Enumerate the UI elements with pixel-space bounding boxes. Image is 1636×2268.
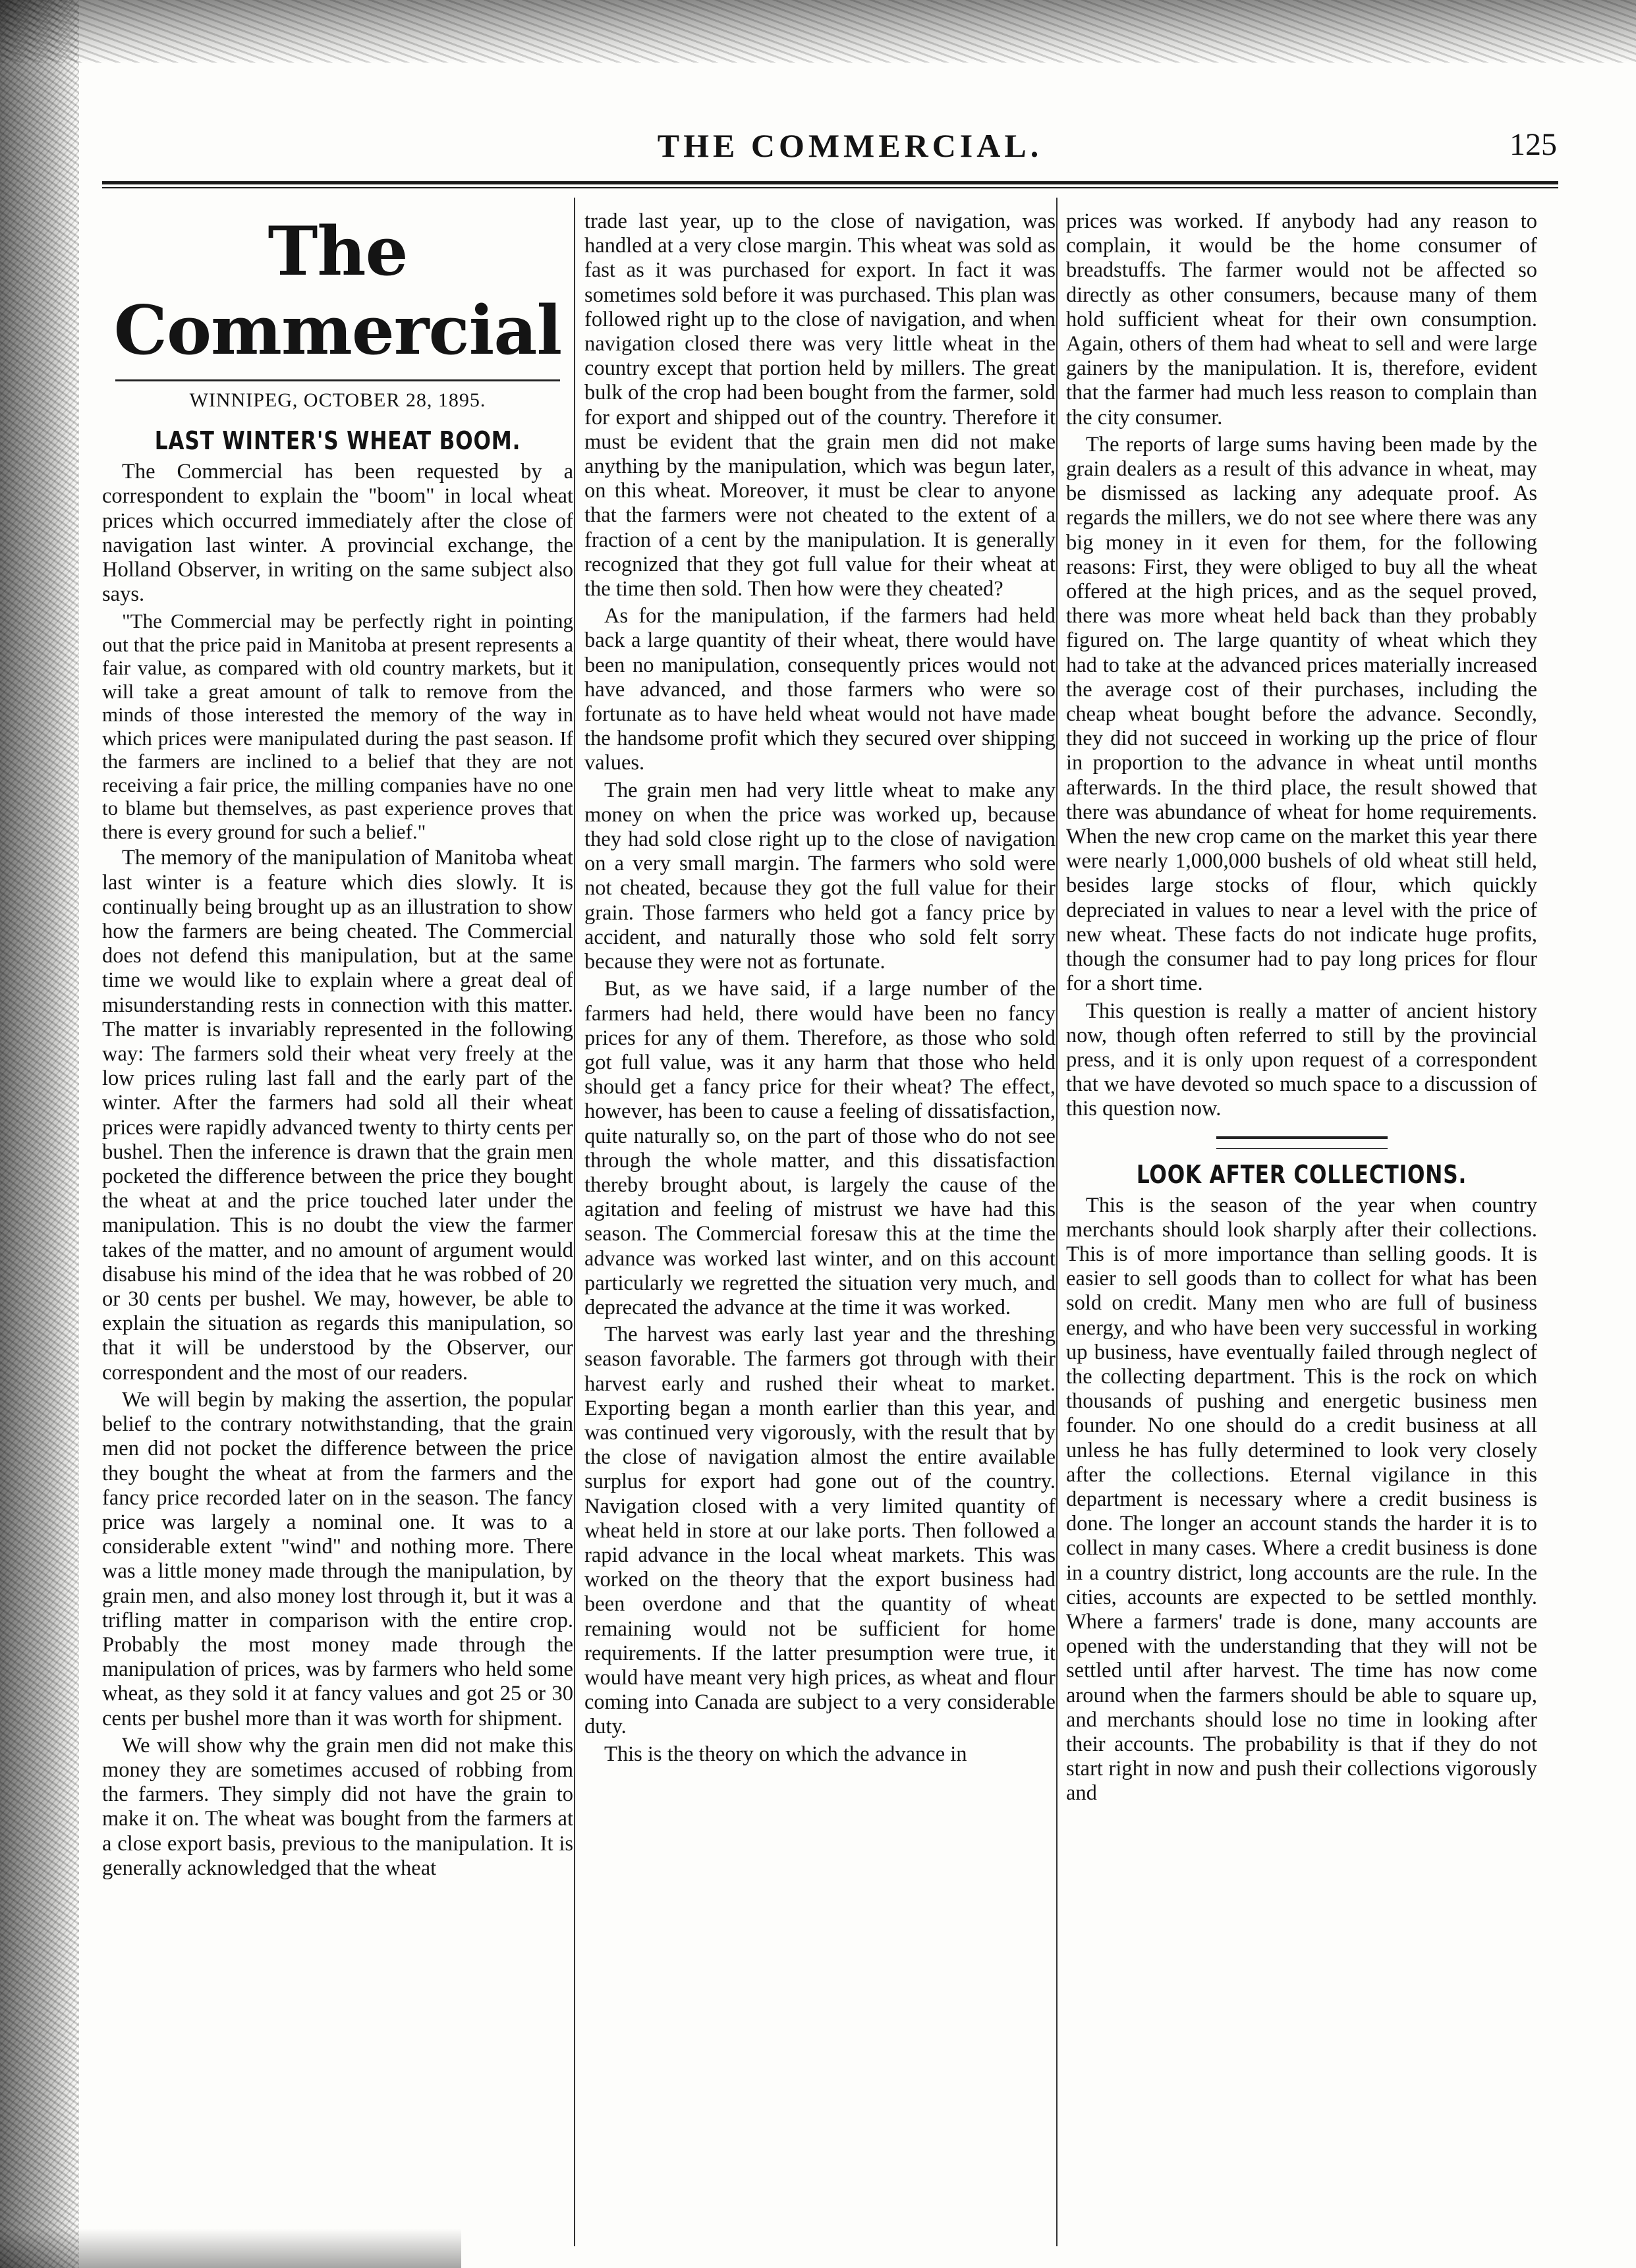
scan-edge-bottom [0,2228,461,2268]
article-paragraph: This is the season of the year when country merchants should look sharply after their collections. This is of more importance than selling goods. It is easier to sell goods than to collect for what has been sold on credit. Many men who are full of business energy, and who have been very successful in working up business, have eventually failed through neglect of the collecting department. This is the rock on which thousands of pushing and energetic business men founder. No one should do a credit business at all unless he has fully determined to look very closely after the collections. Eternal vigilance in this department is necessary where a credit business is done. The longer an account stands the harder it is to collect in many cases. Where a credit business is done in a country district, long accounts are the rule. In the cities, accounts are expected to be settled monthly. Where a farmers' trade is done, many accounts are opened with the understanding that they will not be settled until after harvest. The time has now come around when the farmers should be able to square up, and merchants should lose no time in looking after their accounts. The probability is that if they do not start right in now and push their collections vigorously and [1066,1193,1537,1806]
article-headline: LAST WINTER'S WHEAT BOOM. [154,426,521,456]
article-paragraph: prices was worked. If anybody had any reason to complain, it would be the home consumer of breadstuffs. The farmer would not be affected so directly as other consumers, because many of them hold sufficient wheat for their own consumption. Again, others of them had wheat to sell and were large gainers by the manipulation. It is, therefore, evident that the farmer had much less reason to complain than the city consumer. [1066,209,1537,429]
article-paragraph: trade last year, up to the close of navigation, was handled at a very close margin. This wheat was sold as fast as it was purchased for export. In fact it was sometimes sold before it was purchased. This plan was followed right up to the close of navigation, and when navigation closed there was very little wheat in the country except that portion held by millers. The great bulk of the crop had been bought from the farmer, sold for export and shipped out of the country. Therefore it must be evident that the grain men did not make anything by the manipulation, which was begun later, on this wheat. Moreover, it must be clear to anyone that the farmers were not cheated to the extent of a fraction of a cent by the manipulation. It is generally recognized that they got full value for their wheat at the time then sold. Then how were they cheated? [584,209,1056,601]
article-quote: "The Commercial may be perfectly right in pointing out that the price paid in Manitoba at present represents a fair value, as compared with old country markets, but it will take a great amount of talk to remove from the minds of those interested the memory of the way in which prices were manipulated during the past season. If the farmers are inclined to a belief that they are not receiving a fair price, the milling companies have no one to blame but themselves, as past experience proves that there is every ground for such a belief." [102,609,573,843]
scan-edge-top [0,0,1636,63]
column-2 [584,209,1056,1769]
page-number: 125 [1509,127,1557,162]
article-paragraph: The memory of the manipulation of Manitoba wheat last winter is a feature which dies slowly. It is continually being brought up as an illustration to show how the farmers are being cheated. The Commercial does not defend this manipulation, but at the same time we would like to explain where a great deal of misunderstanding rests in connection with this matter. The matter is invariably represented in the following way: The farmers sold their wheat very freely at the low prices ruling last fall and the early part of the winter. After the farmers had sold all their wheat prices were rapidly advanced twenty to thirty cents per bushel. Then the inference is drawn that the grain men pocketed the difference between the price they bought the wheat at and the price touched later under the manipulation. This is no doubt the view the farmer takes of the matter, and no amount of argument would disabuse his mind of the idea that he was robbed of 20 or 30 cents per bushel. We may, however, be able to explain the situation as regards this manipulation, so that it will be understood by the Observer, our correspondent and the most of our readers. [102,846,573,1385]
dateline: WINNIPEG, OCTOBER 28, 1895. [189,389,486,411]
article-paragraph: We will begin by making the assertion, the popular belief to the contrary notwithstanding, that the grain men did not pocket the difference between the price they bought the wheat at from the farmers and the fancy price recorded later on in the season. The fancy price was largely a nominal one. It was to a considerable extent "wind" and nothing more. There was a little money made through the manipulation, by grain men, and also money lost through it, but it was a trifling matter in comparison with the entire crop. Probably the most money made through the manipulation of prices, was by farmers who held some wheat, as they sold it at fancy values and got 25 or 30 cents per bushel more than it was worth for shipment. [102,1387,573,1730]
article-paragraph: As for the manipulation, if the farmers had held back a large quantity of their wheat, there would have been no manipulation, consequently prices would not have advanced, and those farmers who were so fortunate as to have held wheat would not have made the handsome profit which they secured over shipping values. [584,604,1056,775]
column-3 [1066,209,1537,1809]
masthead-rule [115,379,560,381]
section-divider [1216,1136,1388,1139]
article-paragraph: This question is really a matter of ancient history now, though often referred to still by the provincial press, and it is only upon request of a correspondent that we have devoted so much space to a discussion of this question now. [1066,999,1537,1121]
header-rule [102,181,1558,184]
column-1 [102,209,573,1883]
article-paragraph: The harvest was early last year and the threshing season favorable. The farmers got through with their harvest early and rushed their wheat to market. Exporting began a month earlier than this year, and was continued very vigorously, with the result that by the close of navigation almost the entire available surplus for export had gone out of the country. Navigation closed with a very limited quantity of wheat held in store at our lake ports. Then followed a rapid advance in the local wheat markets. This was worked on the theory that the export business had been overdone and that the quantity of wheat remaining would not be sufficient for home requirements. If the latter presumption were true, it would have meant very high prices, as wheat and flour coming into Canada are subject to a very considerable duty. [584,1323,1056,1739]
column-rule [1056,198,1058,2246]
header-rule-thin [102,187,1558,188]
scan-edge-left [0,0,79,2268]
running-head: THE COMMERCIAL. [657,127,1043,164]
article-paragraph: But, as we have said, if a large number of the farmers had held, there would have been no fancy prices for any of them. Therefore, as those who sold got full value, was it any harm that those who held should get a fancy price for their wheat? The effect, however, has been to cause a feeling of dissatisfaction, quite naturally so, on the part of those who do not see through the whole matter, and this dissatisfaction thereby brought about, is largely the cause of the agitation and feeling of mistrust we have had this season. The Commercial foresaw this at the time the advance was worked last winter, and on this account particularly we regretted the situation very much, and deprecated the advance at the time it was worked. [584,977,1056,1319]
section-divider-thin [1216,1148,1388,1149]
article-paragraph: The reports of large sums having been made by the grain dealers as a result of this advance in wheat, may be dismissed as lacking any adequate proof. As regards the millers, we do not see where there was any big money in it even for them, for the following reasons: First, they were obliged to buy all the wheat offered at the high prices, and as the sequel proved, there was more wheat held back than they probably figured on. The large quantity of wheat which they had to take at the advanced prices materially increased the average cost of their purchases, including the cheap wheat bought before the advance. Secondly, they did not succeed in working up the price of flour in proportion to the advance in wheat until months afterwards. In the third place, the result showed that there was abundance of wheat for home requirements. When the new crop came on the market this year there were nearly 1,000,000 bushels of old wheat still held, besides large stocks of flour, which quickly depreciated in values to near a level with the price of new wheat. These facts do not indicate huge profits, though the consumer had to pay long prices for flour for a short time. [1066,432,1537,996]
article-paragraph: This is the theory on which the advance in [604,1742,967,1766]
article-headline: LOOK AFTER COLLECTIONS. [1136,1159,1467,1189]
masthead-title: The Commercial [113,212,562,370]
column-rule [574,198,575,2246]
article-paragraph: We will show why the grain men did not make this money they are sometimes accused of robbing from the farmers. They simply did not have the grain to make it on. The wheat was bought from the farmers at a close export basis, previous to the manipulation. It is generally acknowledged that the wheat [102,1733,573,1880]
article-paragraph: The grain men had very little wheat to make any money on when the price was worked up, because they had sold close right up to the close of navigation on a very small margin. The farmers who sold were not cheated, because they got the full value for their grain. Those farmers who held got a fancy price by accident, and naturally those who sold felt sorry because they were not as fortunate. [584,778,1056,974]
article-paragraph: The Commercial has been requested by a correspondent to explain the "boom" in local wheat prices which occurred immediately after the close of navigation last winter. A provincial exchange, the Holland Observer, in writing on the same subject also says. [102,460,573,607]
